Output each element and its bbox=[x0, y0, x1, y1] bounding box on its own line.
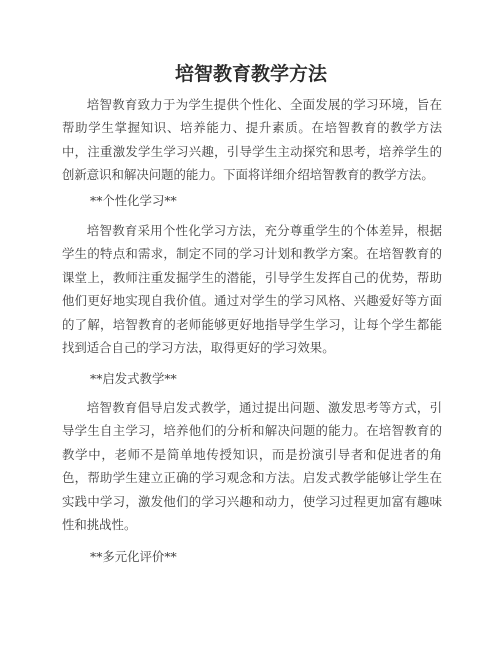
section-heading-evaluation: **多元化评价** bbox=[90, 549, 177, 564]
section-heading-personalized: **个性化学习** bbox=[90, 193, 177, 208]
intro-paragraph: 培智教育致力于为学生提供个性化、全面发展的学习环境，旨在帮助学生掌握知识、培养能力、提升素质。在培智教育的教学方法中，注重激发学生学习兴趣，引导学生主动探究和思考，培养学生的创新意识和解决问题的能力。下面将详细介绍培智教育的教学方法。 bbox=[62, 97, 442, 183]
section-body-personalized: 培智教育采用个性化学习方法，充分尊重学生的个体差异，根据学生的特点和需求，制定不同的学习计划和教学方案。在培智教育的课堂上，教师注重发掘学生的潜能，引导学生发挥自己的优势，帮助他们更好地实现自我价值。通过对学生的学习风格、兴趣爱好等方面的了解，培智教育的老师能够更好地指导学生学习，让每个学生都能找到适合自己的学习方法，取得更好的学习效果。 bbox=[62, 223, 442, 356]
section-body-heuristic: 培智教育倡导启发式教学，通过提出问题、激发思考等方式，引导学生自主学习，培养他们的分析和解决问题的能力。在培智教育的教学中，老师不是简单地传授知识，而是扮演引导者和促进者的角色，帮助学生建立正确的学习观念和方法。启发式教学能够让学生在实践中学习，激发他们的学习兴趣和动力，使学习过程更加富有趣味性和挑战性。 bbox=[62, 400, 442, 533]
document-title: 培智教育教学方法 bbox=[174, 63, 327, 85]
section-heading-heuristic: **启发式教学** bbox=[90, 371, 177, 386]
